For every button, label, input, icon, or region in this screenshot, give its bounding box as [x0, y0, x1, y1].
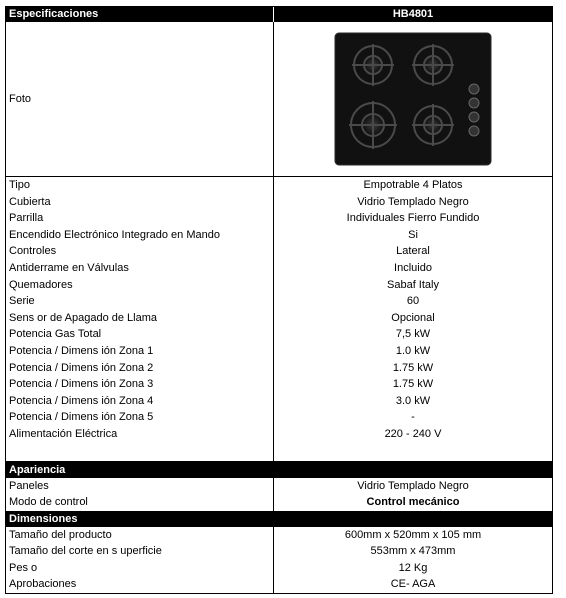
table-header	[6, 7, 552, 22]
section-title: Apariencia	[9, 463, 66, 476]
spec-value: 60	[273, 293, 552, 310]
table-row	[6, 310, 552, 327]
spec-label: Alimentación Eléctrica	[9, 427, 118, 440]
table-row	[6, 210, 552, 227]
spec-label: Modo de control	[9, 496, 88, 508]
table-row	[6, 527, 552, 544]
section-title: Dimensiones	[9, 512, 78, 525]
spec-label: Paneles	[9, 479, 49, 492]
header-model: HB4801	[273, 7, 552, 22]
spec-value: Vidrio Templado Negro	[273, 194, 552, 211]
spec-label: Parrilla	[9, 212, 44, 225]
spec-label: Potencia / Dimens ión Zona 2	[9, 361, 154, 374]
table-row	[6, 343, 552, 360]
table-row	[6, 478, 552, 495]
spec-label: Sens or de Apagado de Llama	[9, 311, 158, 324]
spec-label: Encendido Electrónico Integrado en Mando	[9, 228, 220, 241]
table-row	[6, 360, 552, 377]
table-row	[6, 277, 552, 294]
spec-value: Si	[273, 227, 552, 244]
spec-label: Potencia / Dimens ión Zona 3	[9, 378, 154, 391]
table-row	[6, 227, 552, 244]
spec-value: 220 - 240 V	[273, 426, 552, 443]
table-row	[6, 543, 552, 560]
table-row	[6, 576, 552, 593]
spec-label: Serie	[9, 295, 35, 308]
table-row	[6, 393, 552, 410]
spec-value: 3.0 kW	[273, 393, 552, 410]
spec-value: -	[273, 409, 552, 426]
spec-value: Individuales Fierro Fundido	[273, 210, 552, 227]
spec-label: Tipo	[9, 179, 30, 191]
table-row	[6, 243, 552, 260]
spec-value: 1.0 kW	[273, 343, 552, 360]
table-row	[6, 560, 552, 577]
spec-label: Cubierta	[9, 195, 51, 208]
photo-cell	[273, 22, 552, 176]
spec-value: Lateral	[273, 243, 552, 260]
table-row	[6, 376, 552, 393]
spec-label: Aprobaciones	[9, 578, 77, 590]
spec-value: Control mecánico	[273, 494, 552, 511]
cooktop-image	[333, 31, 493, 167]
table-row-empty	[6, 443, 552, 461]
spec-label: Potencia / Dimens ión Zona 4	[9, 394, 154, 407]
header-especificaciones: Especificaciones	[9, 8, 99, 20]
table-row	[6, 409, 552, 426]
photo-label: Foto	[9, 93, 32, 105]
spec-label: Pes o	[9, 561, 38, 574]
spec-value: 7,5 kW	[273, 326, 552, 343]
spec-value: 1.75 kW	[273, 376, 552, 393]
spec-list	[6, 177, 552, 462]
spec-label: Controles	[9, 245, 57, 258]
spec-label: Tamaño del corte en s uperficie	[9, 545, 162, 557]
spec-label: Antiderrame en Válvulas	[9, 261, 129, 274]
spec-value: Vidrio Templado Negro	[273, 478, 552, 495]
table-row	[6, 293, 552, 310]
table-row	[6, 177, 552, 194]
spec-value: Incluido	[273, 260, 552, 277]
spec-value: 553mm x 473mm	[273, 543, 552, 560]
spec-sheet-table	[5, 6, 553, 594]
table-row	[6, 194, 552, 211]
spec-label: Quemadores	[9, 278, 73, 291]
section-header-dimensiones	[6, 511, 552, 527]
dimensiones-list	[6, 527, 552, 593]
spec-label: Potencia Gas Total	[9, 328, 102, 341]
spec-value: Opcional	[273, 310, 552, 327]
spec-value: 1.75 kW	[273, 360, 552, 377]
spec-value: Empotrable 4 Platos	[273, 177, 552, 194]
table-row	[6, 494, 552, 511]
table-row	[6, 326, 552, 343]
spec-value: CE- AGA	[273, 576, 552, 593]
spec-label: Potencia / Dimens ión Zona 1	[9, 344, 154, 357]
spec-label: Tamaño del producto	[9, 528, 112, 541]
spec-value: 12 Kg	[273, 560, 552, 577]
photo-row	[6, 22, 552, 177]
spec-label: Potencia / Dimens ión Zona 5	[9, 411, 154, 424]
apariencia-list	[6, 478, 552, 511]
table-row	[6, 260, 552, 277]
spec-value: 600mm x 520mm x 105 mm	[273, 527, 552, 544]
spec-value: Sabaf Italy	[273, 277, 552, 294]
section-header-apariencia	[6, 462, 552, 478]
table-row	[6, 426, 552, 443]
